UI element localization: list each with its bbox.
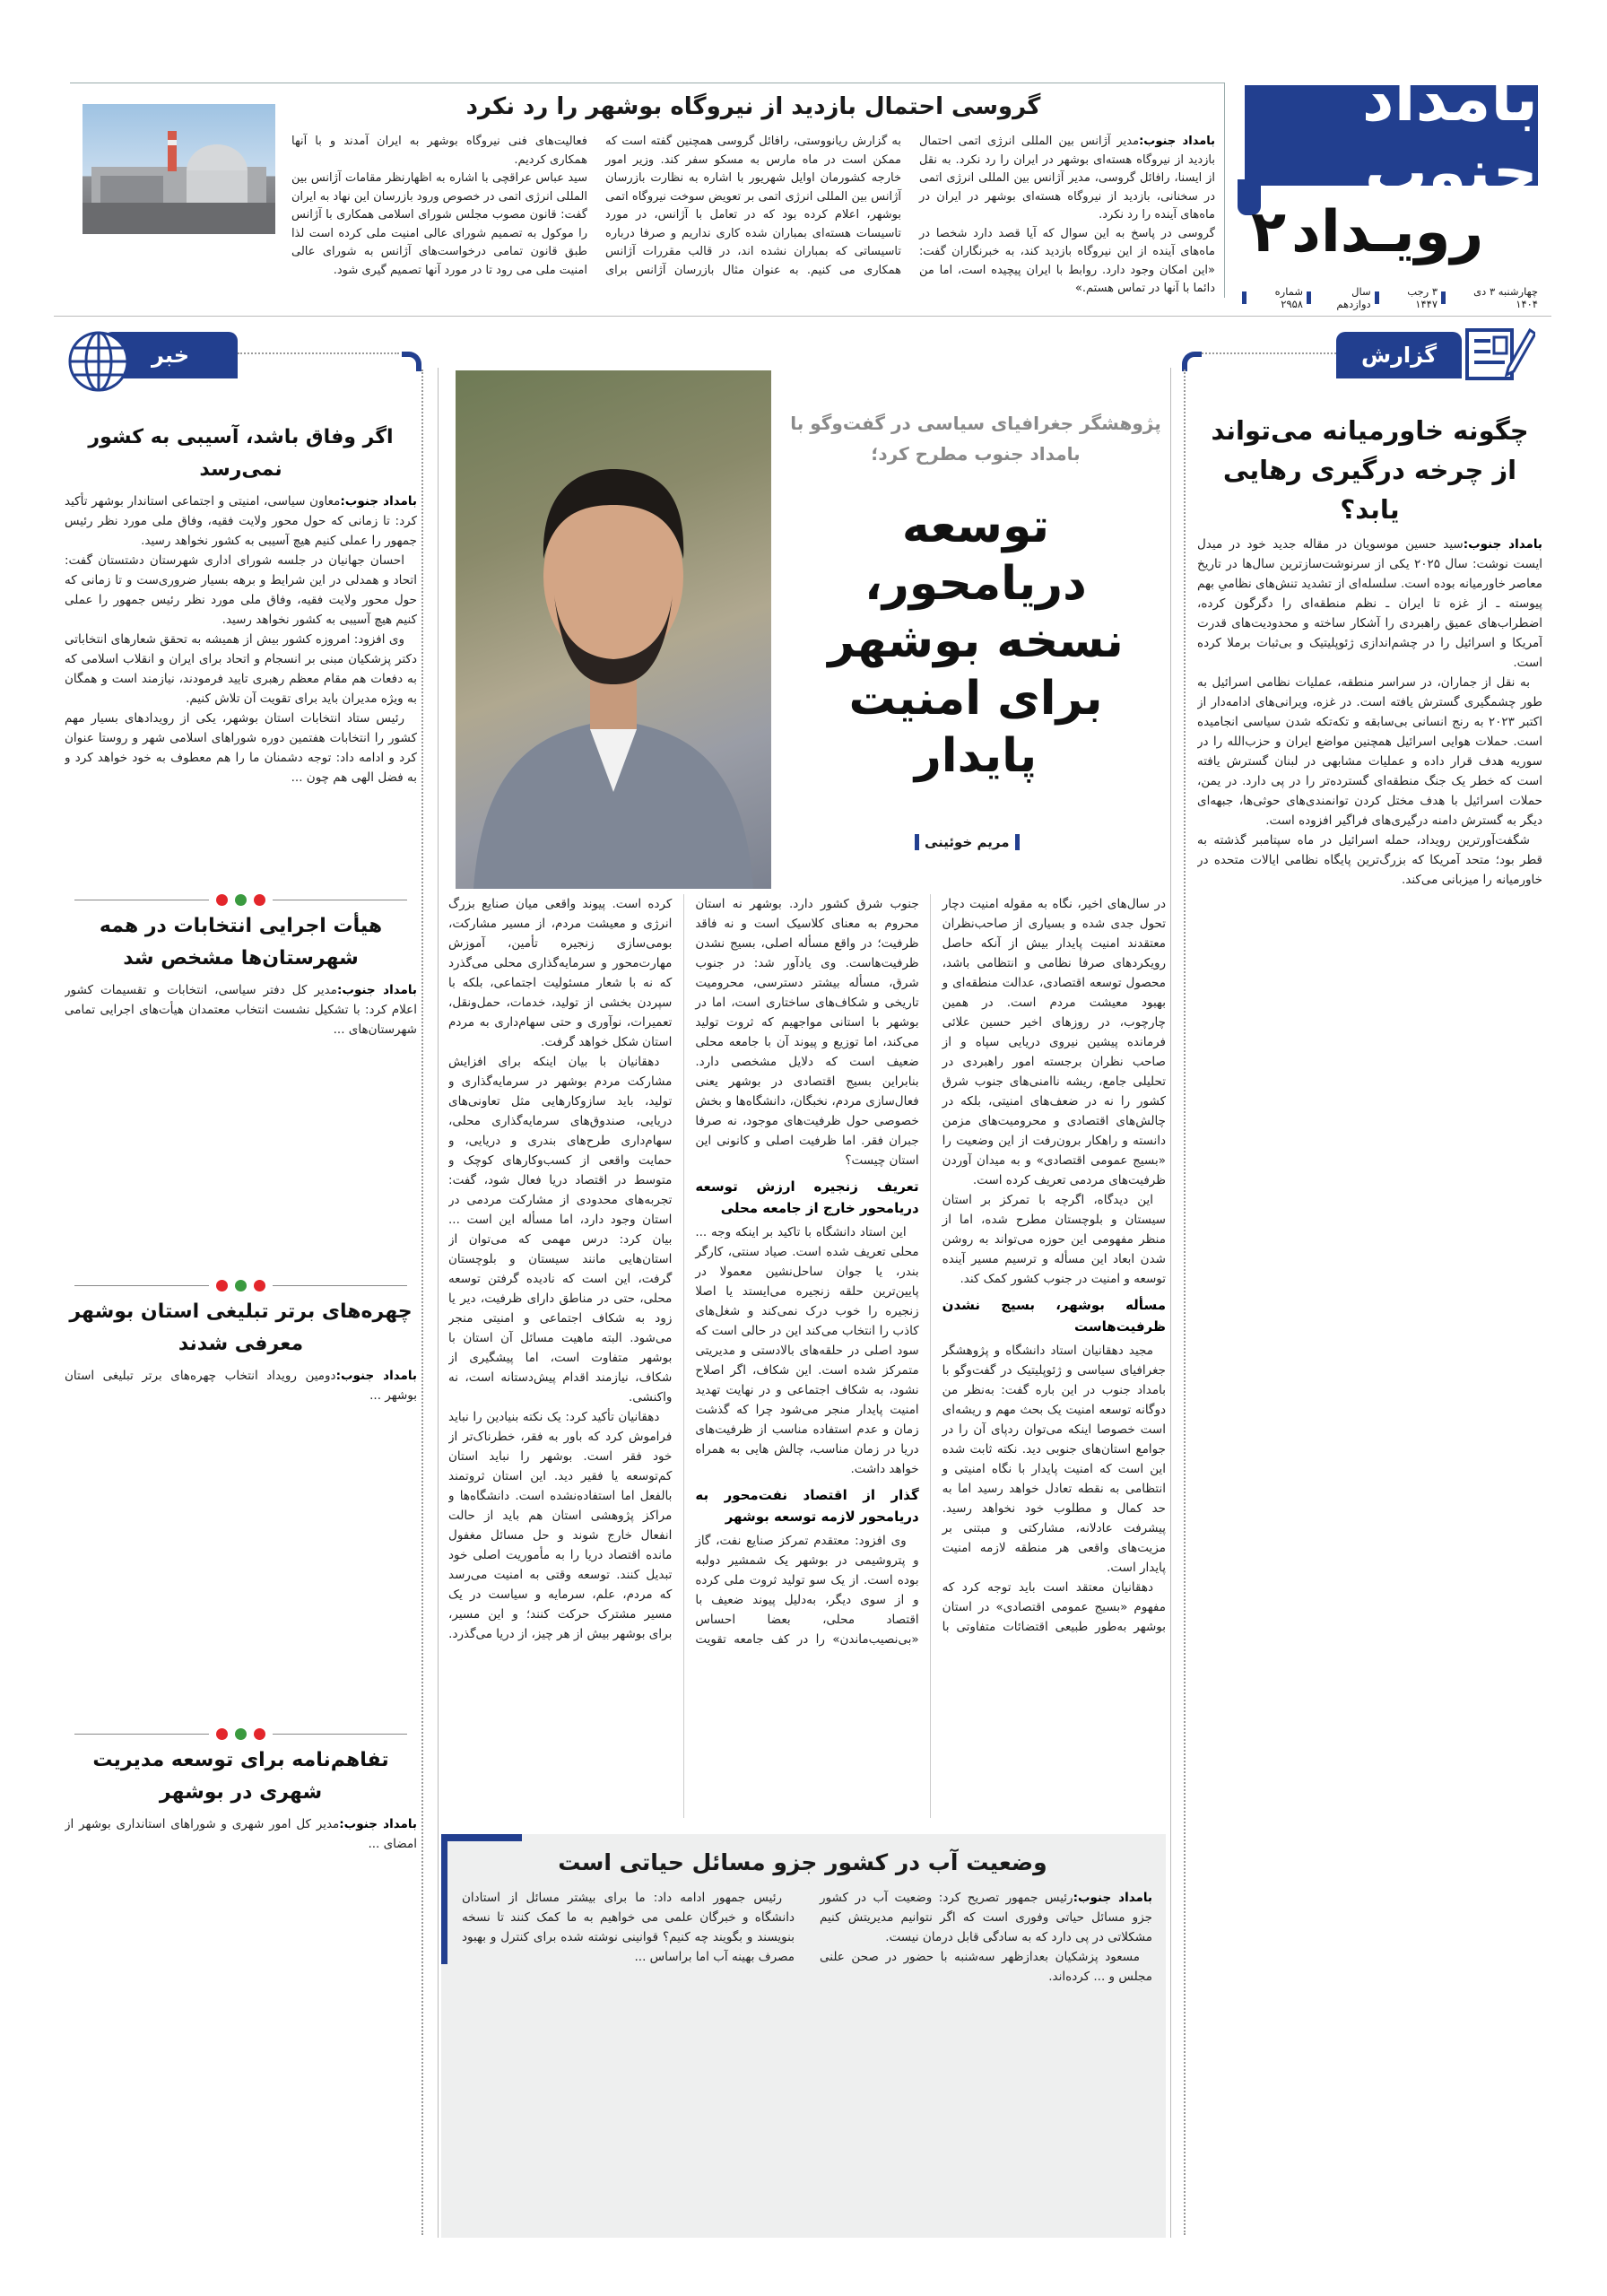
paragraph-text: معاون سیاسی، امنیتی و اجتماعی استاندار بوشهر تأکید کرد: تا زمانی که حول محور ولایت فقیه، وفاق ملی مورد نظر رئیس جمهور را عملی کنیم هیچ آسیبی به کشور نخواهد رسید. [65, 494, 417, 548]
paragraph-text: دهقانیان تأکید کرد: یک نکته بنیادین را نباید فراموش کرد که باور به فقر، خطرناک‌تر از خود فقر است. بوشهر را نباید استان کم‌توسعه یا فقیر دید. این استان ثروتمند بالفعل اما استفاده‌نشده است. دانشگاه‌ها و مراکز پژوهشی استان هم باید از حالت انفعال خارج شوند و حل مسائل مغفول مانده اقتصاد دریا را به مأموریت اصلی خود تبدیل کنند. توسعه وقتی به امنیت می‌رسد که مردم، علم، سرمایه و سیاست در یک مسیر مشترک حرکت کنند؛ و این مسیر، برای بوشهر بیش از هر چیز، از دریا می‌گذرد. [448, 1410, 673, 1641]
paragraph-text: دهقانیان معتقد است باید توجه کرد که مفهوم «بسیج عمومی اقتصادی» در استان بوشهر به‌طور طبیعی اقتضائات متفاوتی با جنوب شرق کشور دارد. بوشهر نه استان محروم به معنای کلاسیک است و نه فاقد ظرفیت؛ در واقع مسأله اصلی، بسیج نشدن ظرفیت‌هاست. وی یادآور شد: در جنوب شرق، مسأله بیشتر دسترسی، محرومیت تاریخی و شکاف‌های ساختاری است، اما در بوشهر با استانی مواجهیم که ثروت تولید می‌کند، اما توزیع و پیوند آن با جامعه محلی ضعیف است که دلایل مشخصی دارد. بنابراین بسیج اقتصادی در بوشهر یعنی فعال‌سازی مردم، نخبگان، دانشگاه‌ها و بخش خصوصی حول ظرفیت‌های موجود، نه صرفا جبران فقر. اما ظرفیت اصلی و کانونی این استان چیست؟ [695, 897, 1166, 1634]
globe-icon [67, 330, 130, 393]
paragraph-text: مدیر کل امور شهری و شوراهای استانداری بوشهر از امضای ... [65, 1817, 417, 1851]
frame-corner [402, 352, 421, 371]
nuclear-plant-photo [83, 104, 275, 234]
paragraph-text: رئیس جمهور تصریح کرد: وضعیت آب در کشور جزو مسائل حیاتی وفوری است که اگر نتوانیم مدیریتش کنیم مشکلاتی در پی دارد که به سادگی قابل درمان نیست. [820, 1891, 1152, 1944]
report-body [1197, 535, 1542, 2233]
volume-year: سال دوازدهم [1336, 285, 1371, 310]
paragraph-text: مدیر آژانس بین المللی انرژی اتمی احتمال بازدید از نیروگاه هسته‌ای بوشهر در ایران را رد نکرد. به نقل از ایسنا، رافائل گروسی، مدیر آژانس بین المللی انرژی اتمی در سخنانی، بازدید از نیروگاه هسته‌ای بوشهر در ایران در ماه‌های آینده را رد نکرد. [919, 135, 1215, 222]
separator-dot [235, 1728, 247, 1740]
dateline-lead: بامداد جنوب: [1463, 537, 1542, 552]
paragraph-text: سید عباس عراقچی با اشاره به اظهارنظر مقامات آژانس بین المللی انرژی اتمی در خصوص ورود بازرسان این نهاد به ایران گفت: قانون مصوب مجلس شورای اسلامی همکاری با آژانس را موکول به تصمیم شورای عالی امنیت ملی کرده است لذا طبق قانون تمامی درخواست‌های آژانس به شورای عالی امنیت ملی می رود تا در مورد آنها تصمیم گیری شود. [291, 171, 587, 277]
dateline-lead: بامداد جنوب: [335, 1369, 417, 1383]
paragraph [65, 491, 417, 551]
paragraph-text: تعریف زنجیره ارزش توسعه دریامحور خارج از جامعه محلی [695, 1178, 919, 1216]
column-divider [1170, 368, 1171, 2238]
paragraph [942, 1341, 1166, 1578]
author-byline [915, 834, 1020, 850]
report-frame-line [1202, 352, 1336, 354]
paragraph [1197, 831, 1542, 890]
issue-number: شماره ۲۹۵۸ [1274, 285, 1303, 310]
report-article [1197, 411, 1542, 2233]
paragraph-text: مدیر کل دفتر سیاسی، انتخابات و تقسیمات کشور اعلام کرد: با تشکیل نشست انتخاب معتمدان هیأت‌های اجرایی تمامی شهرستان‌های ... [65, 983, 417, 1037]
news-article [65, 1278, 417, 1722]
headline-line: دریامحور، [864, 557, 1087, 611]
news-frame-line [238, 352, 399, 354]
paragraph-text: دهقانیان با بیان اینکه برای افزایش مشارکت مردم بوشهر در سرمایه‌گذاری و تولید، باید سازوکارهایی مثل تعاونی‌های دریایی، صندوق‌های سرمایه‌گذاری محلی، سهام‌داری طرح‌های بندری و دریایی، و حمایت واقعی از کسب‌وکارهای کوچک و متوسط در اقتصاد دریا فعال شود، گفت: تجربه‌های محدودی از مشارکت مردمی در استان وجود دارد، اما مسأله این است ... بیان کرد: درس مهمی که می‌توان از استان‌هایی مانند سیستان و بلوچستان گرفت، این است که نادیده گرفتن توسعه محلی، حتی در مناطق دارای ظرفیت، دیر یا زود به شکاف اجتماعی و امنیتی منجر می‌شود. البته ماهیت مسائل آن استان با بوشهر متفاوت است، اما پیشگیری از شکاف، نیازمند اقدام پیش‌دستانه است، نه واکنشی. [448, 1055, 673, 1405]
paragraph-text: رئیس جمهور ادامه داد: ما برای بیشتر مسائل از استادان دانشگاه و خبرگان علمی می خواهیم به ما کمک کنند تا نسخه بنویسند و بگویند چه کنیم؟ قوانینی نوشته شده برای کنترل و بهبود مصرف بهینه آب اما براساس ... [462, 1891, 795, 1964]
water-article-body [462, 1888, 1152, 2229]
paragraph-text: وی افزود: معتقدم تمرکز صنایع نفت، گاز و پتروشیمی در بوشهر یک شمشیر دولبه بوده است. از یک سو تولید ثروت ملی کرده و از سوی دیگر، به‌دلیل پیوند ضعیف با اقتصاد محلی، بعضا احساس «بی‌نصیب‌ماندن» را در کف جامعه تقویت کرده است. پیوند واقعی میان صنایع بزرگ انرژی و معیشت مردم، از مسیر مشارکت، بومی‌سازی زنجیره تأمین، آموزش مهارت‌محور و سرمایه‌گذاری محلی می‌گذرد که نه با شعار مسئولیت اجتماعی، بلکه با سپردن بخشی از تولید، خدمات، حمل‌ونقل، تعمیرات، نوآوری و حتی سهام‌داری به مردم استان شکل خواهد گرفت. [448, 897, 919, 1647]
paragraph [942, 894, 1166, 1190]
paragraph [65, 709, 417, 787]
page-section-title: رویـداد [1291, 199, 1484, 265]
paragraph [65, 1366, 417, 1405]
paragraph [820, 1888, 1152, 1947]
news-body [65, 491, 417, 888]
paragraph-text: به گزارش ریانووستی، رافائل گروسی همچنین گفته است که ممکن است در ماه مارس به مسکو سفر کند. وزیر امور خارجه کشورمان اوایل شهریور با اشاره به نظارت بازرسان آژانس بین المللی انرژی اتمی بر تعویض سوخت نیروگاه اتمی بوشهر، اعلام کرده بود که در تعامل با آژانس، در مورد تاسیسات هسته‌ای بمباران شده کاری نداریم و صرفا درباره تاسیساتی که بمباران نشده اند، در قالب مقررات آژانس همکاری می کنیم. به عنوان مثال بازرسان آژانس برای فعالیت‌های فنی نیروگاه بوشهر به ایران آمدند و با آنها همکاری کردیم. [291, 135, 901, 277]
separator-dot [216, 894, 228, 906]
paragraph [942, 1190, 1166, 1289]
paragraph [65, 1814, 417, 1854]
dateline-lead: بامداد جنوب: [1073, 1891, 1152, 1905]
headline-line: پایدار [914, 729, 1038, 783]
top-divider [54, 316, 1551, 317]
top-story-body [291, 133, 1215, 299]
separator [1375, 291, 1379, 304]
subheading [695, 1484, 918, 1527]
paragraph [448, 1052, 672, 1407]
separator-dot [254, 1728, 265, 1740]
paragraph-text: دومین رویداد انتخاب چهره‌های برتر تبلیغی استان بوشهر ... [65, 1369, 417, 1403]
paragraph-text: مجید دهقانیان استاد دانشگاه و پژوهشگر جغرافیای سیاسی و ژئوپلیتیک در گفت‌وگو با بامداد جنوب در این باره گفت: به‌نظر من دوگانه توسعه امنیت یک بحث مهم و ریشه‌ای است خصوصا اینکه می‌توان ردپای آن را در جوامع استان‌های جنوبی دید. نکته ثابت شده این است که امنیت پایدار با نگاه امنیتی و انتظامی به نقطه تعادل خواهد رسید اما به حد کمال و مطلوب خود نخواهد رسید. پیشرفت عادلانه، مشارکتی و مبتنی بر مزیت‌های واقعی هر منطقه لازمه امنیت پایدار است. [942, 1344, 1166, 1575]
news-article [65, 1726, 417, 2233]
paragraph-text: سید حسین موسویان در مقاله جدید خود در میدل ایست نوشت: سال ۲۰۲۵ یکی از سرنوشت‌سازترین سال‌ها در تاریخ معاصر خاورمیانه بوده است. سلسله‌ای از تشدید تنش‌های نظامیِ بهم پیوسته ـ از غزه تا ایران ـ نظم منطقه‌ای را دگرگون کرده، اضطراب‌های عمیق راهبردی را آشکار ساخته و محدودیت‌های قدرت آمریکا و اسرائیل را در چشم‌اندازی ژئوپلیتیک و بی‌ثبات برملا کرده است. [1197, 537, 1542, 670]
issue-date-strip [1242, 285, 1538, 310]
paragraph [1197, 673, 1542, 831]
author-name: مریم خوئینی [925, 834, 1010, 850]
news-headline: چهره‌های برتر تبلیغی استان بوشهر معرفی شدند [69, 1300, 413, 1355]
report-section-tag [1336, 332, 1462, 378]
newspaper-pencil-icon [1464, 323, 1535, 382]
subheading [942, 1294, 1166, 1337]
interviewee-portrait-photo [456, 370, 771, 889]
water-article-headline: وضعیت آب در کشور جزو مسائل حیاتی است [558, 1849, 1047, 1875]
frame-corner [1182, 352, 1202, 371]
page-number: ۲ [1251, 199, 1287, 265]
headline-line: برای امنیت [848, 672, 1103, 726]
top-story-headline: گروسی احتمال بازدید از نیروگاه بوشهر را رد نکرد [465, 93, 1041, 120]
subheading [695, 1176, 918, 1219]
paragraph-text: احسان جهانیان در جلسه شورای اداری شهرستان دشتستان گفت: اتحاد و همدلی در این شرایط و برهه بسیار ضروری‌ست و تا زمانی که حول محور ولایت فقیه، وفاق ملی مورد نظر رئیس جمهور را عملی کنیم هیچ آسیبی به کشور نخواهد رسید. [65, 553, 417, 627]
headline-line: توسعه [901, 500, 1050, 553]
news-headline: هیأت اجرایی انتخابات در همه شهرستان‌ها مشخص شد [99, 915, 383, 970]
paragraph-text: این دیدگاه، اگرچه با تمرکز بر استان سیستان و بلوچستان مطرح شده، اما از منظر مفهومی این حوزه می‌تواند به روشن شدن ابعاد این مسأله و ترسیم مسیر آینده توسعه و امنیت در جنوب کشور کمک کند. [942, 1193, 1166, 1286]
interview-body [448, 894, 1166, 1818]
paragraph-text: گذار از اقتصاد نفت‌محور به دریامحور لازمه توسعه بوشهر [695, 1487, 919, 1525]
weekday-date: چهارشنبه ۳ دی ۱۴۰۴ [1473, 285, 1538, 310]
news-body [65, 980, 417, 1274]
paragraph [65, 630, 417, 709]
newspaper-logo: بامداد جنوب [1245, 85, 1538, 186]
article-separator [65, 1726, 417, 1741]
dateline-lead: بامداد جنوب: [339, 1817, 417, 1831]
separator-dot [235, 894, 247, 906]
dateline-lead: بامداد جنوب: [340, 494, 417, 509]
news-frame-line [421, 370, 423, 2235]
headline-line: نسخه بوشهر [828, 614, 1124, 668]
report-frame-line [1184, 370, 1186, 2235]
dateline-lead: بامداد جنوب: [1139, 135, 1216, 148]
paragraph [919, 225, 1215, 299]
news-body [65, 1366, 417, 1722]
paragraph-text: مسأله بوشهر، بسیج نشدن ظرفیت‌هاست [942, 1297, 1166, 1335]
paragraph [462, 1888, 795, 1967]
separator-dot [216, 1280, 228, 1292]
report-section-label: گزارش [1360, 343, 1438, 368]
paragraph [65, 980, 417, 1039]
dateline-lead: بامداد جنوب: [336, 983, 417, 997]
paragraph-text: این استاد دانشگاه با تاکید بر اینکه وجه ... محلی تعریف شده است. صیاد سنتی، کارگر بندر، یا جوان ساحل‌نشین معمولا در پایین‌ترین حلقه زنجیره می‌ایستد یا اصلا زنجیره را خوب درک نمی‌کند و شغل‌های کاذب را انتخاب می‌کند این در حالی است که سود اصلی در حلقه‌های بالادستی و مدیریتی متمرکز شده است. این شکاف، اگر اصلاح نشود، به شکاف اجتماعی و در نهایت تهدید امنیت پایدار منجر می‌شود چرا که گذشت زمان و عدم استفاده مناسب از ظرفیت‌های دریا در زمان مناسب، چالش هایی به همراه خواهد داشت. [695, 1225, 919, 1476]
news-body [65, 1814, 417, 2233]
separator [1441, 291, 1446, 304]
paragraph [820, 1947, 1152, 1987]
paragraph-text: در سال‌های اخیر، نگاه به مقوله امنیت دچار تحول جدی شده و بسیاری از صاحب‌نظران معتقدند امنیت پایدار بیش از آنکه حاصل رویکردهای صرفا نظامی و انتظامی باشد، محصول توسعه اقتصادی، عدالت منطقه‌ای و بهبود معیشت مردم است. در همین چارچوب، در روزهای اخیر حسین علائی فرمانده پیشین نیروی دریایی سپاه و از صاحب نظران برجسته امور راهبردی در تحلیلی جامع، ریشه ناامنی‌های جنوب شرق کشور را نه در ضعف‌های امنیتی، بلکه در چالش‌های اقتصادی و محرومیت‌های مزمن دانسته و راهکار برون‌رفت از این وضعیت را «بسیج عمومی اقتصادی» و به میدان آوردن ظرفیت‌های مردمی تعریف کرده است. [942, 897, 1166, 1187]
paragraph-text: شگفت‌آورترین رویداد، حمله اسرائیل در ماه سپتامبر گذشته به قطر بود؛ متحد آمریکا که بزرگ‌ترین پایگاه نظامی ایالات متحده در خاورمیانه را میزبانی می‌کند. [1197, 833, 1542, 887]
paragraph [695, 1222, 918, 1479]
column-divider [438, 368, 439, 2238]
interview-headline [787, 498, 1164, 785]
paragraph [65, 551, 417, 630]
news-headline: اگر وفاق باشد، آسیبی به کشور نمی‌رسد [88, 426, 394, 481]
box-accent [441, 1834, 522, 1841]
news-section-label: خبر [151, 343, 190, 368]
paragraph-text: گروسی در پاسخ به این سوال که آیا قصد دارد شخصا در ماه‌های آینده از این نیروگاه بازدید کند، به خبرنگاران گفت: «این امکان وجود دارد. روابط با ایران پیچیده است، اما من دائما با آنها در تماس هستم.» [919, 226, 1215, 295]
separator [1307, 291, 1311, 304]
paragraph [1197, 535, 1542, 673]
report-headline: چگونه خاورمیانه می‌تواند از چرخه درگیری رهایی یابد؟ [1211, 415, 1529, 525]
hijri-date: ۳ رجب ۱۴۴۷ [1407, 285, 1438, 310]
paragraph-text: به نقل از جماران، در سراسر منطقه، عملیات نظامی اسرائیل به طور چشمگیری گسترش یافته است. در غزه، ویرانی‌های ادامه‌دار از اکتبر ۲۰۲۳ به رنج انسانی بی‌سابقه و تکه‌تکه شدن سیاسی انجامیده است. حملات هوایی اسرائیل همچنین مواضع ایران و حزب‌الله را در سوریه هدف قرار داده و عملیات مشابهی در لبنان گسترش یافته است که خطر یک جنگ منطقه‌ای گسترده‌تر را در پی دارد. در یمن، حملات اسرائیل با هدف مختل کردن توانمندی‌های حوثی‌ها، جبهه‌ای دیگر به گسترش دامنه درگیری‌های فراگیر افزوده است. [1197, 675, 1542, 828]
paragraph [919, 133, 1215, 225]
article-separator [65, 892, 417, 907]
paragraph-text: رئیس ستاد انتخابات استان بوشهر، یکی از رویدادهای بسیار مهم کشور را انتخابات هفتمین دوره شوراهای اسلامی شهر و روستا عنوان کرد و ادامه داد: توجه دشمنان ما را هم معطوف به خود خواهد کرد و به فضل الهی هم چون ... [65, 711, 417, 785]
separator-dot [235, 1280, 247, 1292]
separator-dot [254, 1280, 265, 1292]
news-headline: تفاهم‌نامه برای توسعه مدیریت شهری در بوشهر [92, 1749, 389, 1804]
news-article [65, 892, 417, 1274]
article-separator [65, 1278, 417, 1292]
paragraph-text: وی افزود: امروزه کشور بیش از همیشه به تحقق شعارهای انتخاباتی دکتر پزشکیان مبنی بر انسجام و اتحاد برای ایران و انقلاب اسلامی که به دفعات هم مقام معظم رهبری تایید فرمودند، نیازمند است و همگان به ویژه مدیران باید برای تقویت آن تلاش کنیم. [65, 632, 417, 706]
paragraph-text: مسعود پزشکیان بعدازظهر سه‌شنبه با حضور در صحن علنی مجلس و ... کرده‌اند. [820, 1950, 1152, 1984]
box-accent [441, 1834, 447, 1964]
separator-dot [254, 894, 265, 906]
interview-kicker: پژوهشگر جغرافیای سیاسی در گفت‌وگو با بامداد جنوب مطرح کرد؛ [790, 413, 1161, 465]
separator-dot [216, 1728, 228, 1740]
news-article [65, 422, 417, 888]
paragraph [448, 1407, 672, 1644]
separator [1242, 291, 1247, 304]
paragraph [291, 170, 587, 280]
